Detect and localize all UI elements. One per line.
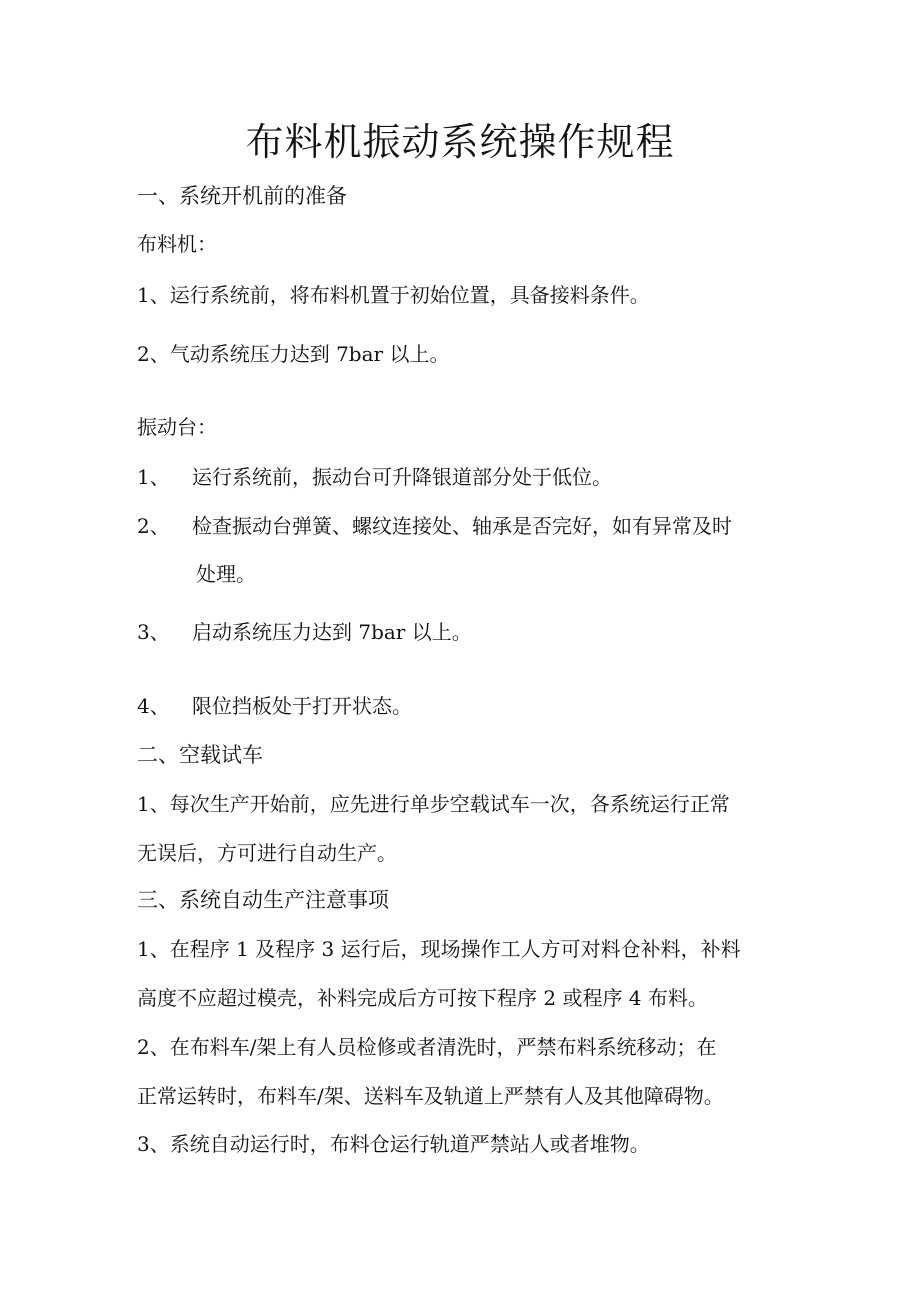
- auto-production-line-1: 1、在程序 1 及程序 3 运行后，现场操作工人方可对料仓补料，补料: [137, 937, 741, 961]
- subheading-bulaji: 布料机：: [137, 232, 217, 256]
- zhendongtai-item-2-text-cont: 处理。: [196, 562, 256, 586]
- document-title: 布料机振动系统操作规程: [245, 120, 675, 164]
- zhendongtai-item-4-text: 限位挡板处于打开状态。: [192, 694, 412, 718]
- zhendongtai-item-2-number: 2、: [137, 514, 170, 538]
- section-heading-auto-production: 三、系统自动生产注意事项: [137, 888, 389, 912]
- zhendongtai-item-1-text: 运行系统前，振动台可升降银道部分处于低位。: [192, 465, 612, 489]
- zhendongtai-item-3-text: 启动系统压力达到 7bar 以上。: [192, 620, 472, 644]
- auto-production-line-3: 2、在布料车/架上有人员检修或者清洗时，严禁布料系统移动；在: [137, 1035, 717, 1059]
- section-heading-preparation: 一、系统开机前的准备: [137, 184, 347, 208]
- auto-production-line-4: 正常运转时，布料车/架、送料车及轨道上严禁有人及其他障碍物。: [137, 1084, 724, 1108]
- bulaji-item-1: 1、运行系统前，将布料机置于初始位置，具备接料条件。: [137, 283, 650, 307]
- test-run-line-2: 无误后，方可进行自动生产。: [137, 841, 397, 865]
- zhendongtai-item-1-number: 1、: [137, 465, 170, 489]
- auto-production-line-5: 3、系统自动运行时，布料仓运行轨道严禁站人或者堆物。: [137, 1132, 650, 1156]
- zhendongtai-item-3-number: 3、: [137, 620, 170, 644]
- auto-production-line-2: 高度不应超过模壳，补料完成后方可按下程序 2 或程序 4 布料。: [137, 986, 708, 1010]
- subheading-zhendongtai: 振动台：: [137, 415, 217, 439]
- zhendongtai-item-2-text: 检查振动台弹簧、螺纹连接处、轴承是否完好，如有异常及时: [192, 514, 732, 538]
- bulaji-item-2: 2、气动系统压力达到 7bar 以上。: [137, 342, 450, 366]
- section-heading-test-run: 二、空载试车: [137, 743, 263, 767]
- test-run-line-1: 1、每次生产开始前，应先进行单步空载试车一次，各系统运行正常: [137, 792, 730, 816]
- zhendongtai-item-4-number: 4、: [137, 694, 170, 718]
